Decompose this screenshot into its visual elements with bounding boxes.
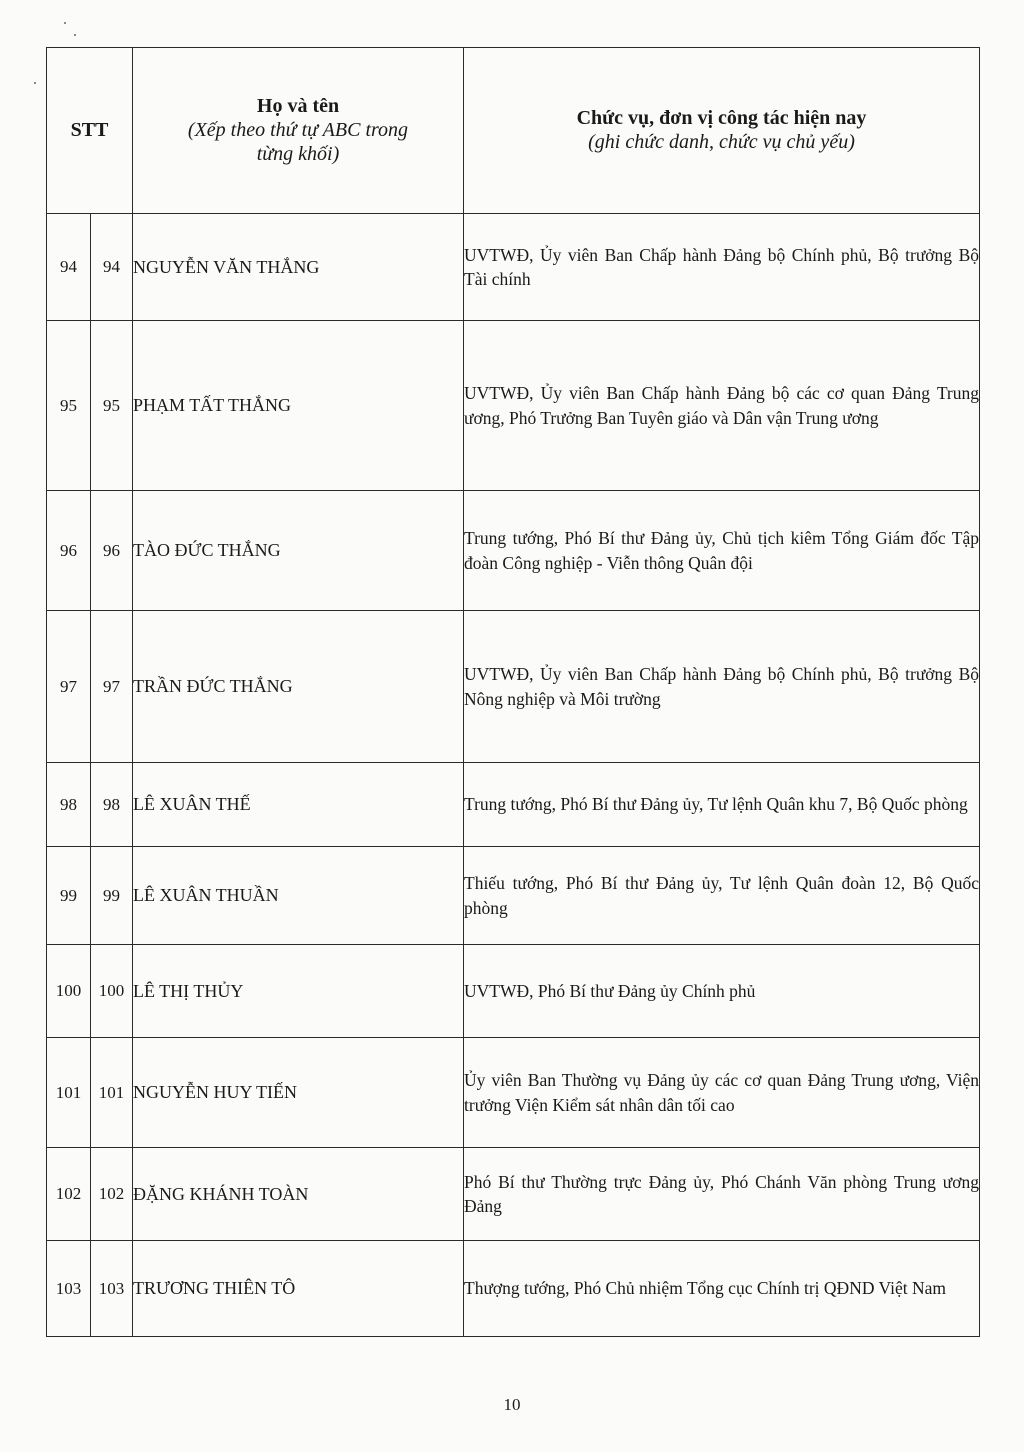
- scan-speck: [64, 22, 66, 24]
- row-stt-block: 96: [91, 491, 133, 611]
- table-row: [47, 214, 980, 321]
- row-position: Phó Bí thư Thường trực Đảng ủy, Phó Chánh Văn phòng Trung ương Đảng: [464, 1148, 980, 1241]
- row-stt: 103: [47, 1241, 91, 1337]
- row-name: LÊ THỊ THỦY: [133, 945, 464, 1038]
- row-stt-block: 102: [91, 1148, 133, 1241]
- row-stt: 99: [47, 847, 91, 945]
- row-position: UVTWĐ, Ủy viên Ban Chấp hành Đảng bộ Chính phủ, Bộ trưởng Bộ Nông nghiệp và Môi trường: [464, 611, 980, 763]
- row-stt: 97: [47, 611, 91, 763]
- row-name: NGUYỄN VĂN THẮNG: [133, 214, 464, 321]
- row-position: Trung tướng, Phó Bí thư Đảng ủy, Tư lệnh Quân khu 7, Bộ Quốc phòng: [464, 763, 980, 847]
- row-name: LÊ XUÂN THUẦN: [133, 847, 464, 945]
- row-stt-block: 95: [91, 321, 133, 491]
- row-stt: 96: [47, 491, 91, 611]
- table-row: [47, 1148, 980, 1241]
- header-position: [464, 48, 980, 214]
- header-name-title: Họ và tên: [256, 95, 340, 117]
- row-stt-block: 103: [91, 1241, 133, 1337]
- table-header-row: [47, 48, 980, 214]
- table-row: [47, 611, 980, 763]
- row-name: TRẦN ĐỨC THẮNG: [133, 611, 464, 763]
- table-row: [47, 1241, 980, 1337]
- row-position: Trung tướng, Phó Bí thư Đảng ủy, Chủ tịch kiêm Tổng Giám đốc Tập đoàn Công nghiệp - Viễn thông Quân đội: [464, 491, 980, 611]
- scan-speck: [34, 82, 36, 84]
- row-stt-block: 98: [91, 763, 133, 847]
- header-stt: STT: [47, 48, 133, 214]
- row-name: ĐẶNG KHÁNH TOÀN: [133, 1148, 464, 1241]
- row-name: TÀO ĐỨC THẮNG: [133, 491, 464, 611]
- row-stt-block: 99: [91, 847, 133, 945]
- header-name: [133, 48, 464, 214]
- row-stt-block: 97: [91, 611, 133, 763]
- row-stt: 102: [47, 1148, 91, 1241]
- row-name: TRƯƠNG THIÊN TÔ: [133, 1241, 464, 1337]
- header-position-subtitle: (ghi chức danh, chức vụ chủ yếu): [588, 131, 855, 153]
- row-stt: 94: [47, 214, 91, 321]
- row-position: Thiếu tướng, Phó Bí thư Đảng ủy, Tư lệnh Quân đoàn 12, Bộ Quốc phòng: [464, 847, 980, 945]
- row-stt: 98: [47, 763, 91, 847]
- row-position: UVTWĐ, Phó Bí thư Đảng ủy Chính phủ: [464, 945, 980, 1038]
- row-stt: 95: [47, 321, 91, 491]
- table-row: [47, 847, 980, 945]
- page-number: 10: [503, 1395, 521, 1414]
- header-position-title: Chức vụ, đơn vị công tác hiện nay: [576, 107, 867, 129]
- personnel-table: [46, 47, 980, 1337]
- row-stt: 101: [47, 1038, 91, 1148]
- row-name: PHẠM TẤT THẮNG: [133, 321, 464, 491]
- row-stt: 100: [47, 945, 91, 1038]
- table-row: [47, 945, 980, 1038]
- row-position: Ủy viên Ban Thường vụ Đảng ủy các cơ quan Đảng Trung ương, Viện trưởng Viện Kiểm sát nhân dân tối cao: [464, 1038, 980, 1148]
- row-position: UVTWĐ, Ủy viên Ban Chấp hành Đảng bộ các cơ quan Đảng Trung ương, Phó Trưởng Ban Tuyên giáo và Dân vận Trung ương: [464, 321, 980, 491]
- scan-speck: [74, 34, 76, 36]
- table-row: [47, 763, 980, 847]
- row-name: LÊ XUÂN THẾ: [133, 763, 464, 847]
- header-name-subtitle: (Xếp theo thứ tự ABC trong từng khối): [187, 119, 409, 165]
- row-position: UVTWĐ, Ủy viên Ban Chấp hành Đảng bộ Chính phủ, Bộ trưởng Bộ Tài chính: [464, 214, 980, 321]
- row-stt-block: 101: [91, 1038, 133, 1148]
- row-stt-block: 100: [91, 945, 133, 1038]
- table-row: [47, 1038, 980, 1148]
- row-name: NGUYỄN HUY TIẾN: [133, 1038, 464, 1148]
- table-row: [47, 321, 980, 491]
- table-row: [47, 491, 980, 611]
- row-position: Thượng tướng, Phó Chủ nhiệm Tổng cục Chính trị QĐND Việt Nam: [464, 1241, 980, 1337]
- row-stt-block: 94: [91, 214, 133, 321]
